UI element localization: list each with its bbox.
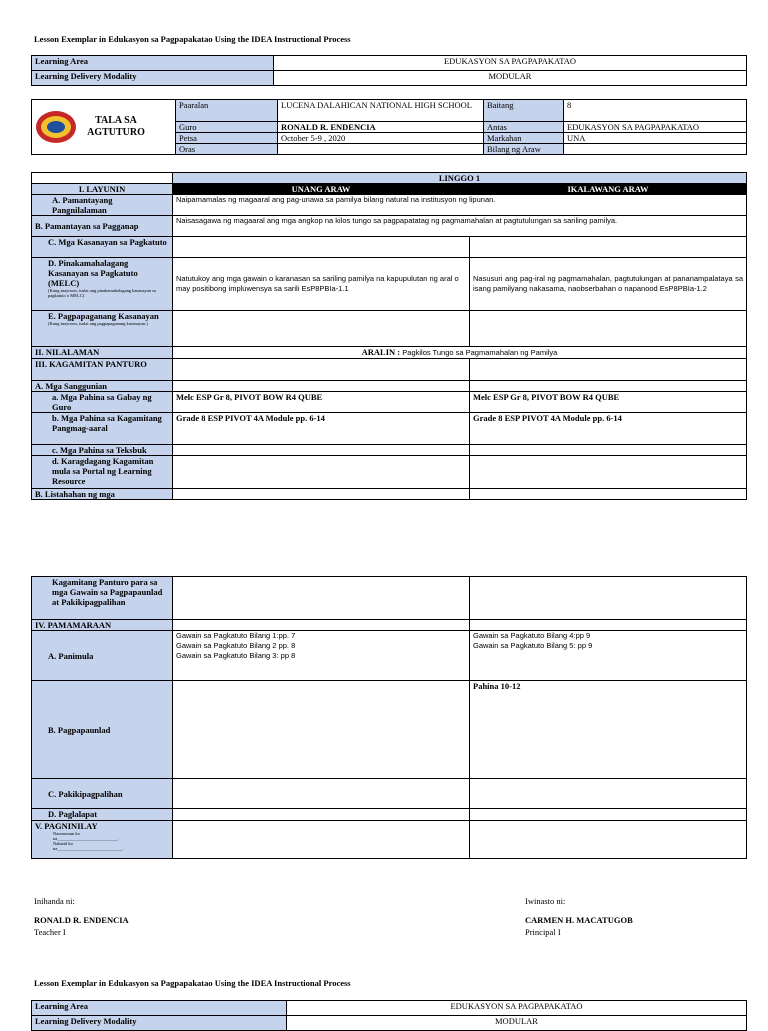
- pangmag-aaral-day1: Grade 8 ESP PIVOT 4A Module pp. 6-14: [173, 413, 470, 445]
- pamantayang-label: A. Pamantayang Pangnilalaman: [32, 195, 173, 216]
- lesson-table: [31, 172, 747, 500]
- baitang-value: 8: [564, 100, 747, 122]
- portal-label: d. Karagdagang Kagamitan mula sa Portal ng Learning Resource: [32, 456, 173, 489]
- melc-note: (Kung mayroon, isulat ang pinakamahalagang kasanayan sa pagkatuto o MELC): [48, 288, 156, 298]
- antas-label: Antas: [484, 122, 564, 133]
- aralin-cell: ARALIN : Pagkilos Tungo sa Pagmamahalan ng Pamilya: [173, 347, 747, 359]
- repeat-learning-area-label: Learning Area: [32, 1001, 287, 1016]
- repeat-learning-area-table: [31, 1000, 747, 1031]
- melc-label: D. Pinakamahalagang Kasanayan sa Pagkatuto (MELC) (Kung mayroon, isulat ang pinakamahalagang kasanayan sa pagkatuto o MELC): [32, 258, 173, 311]
- document-title: Lesson Exemplar in Edukasyon sa Pagpapakatao Using the IDEA Instructional Process: [34, 34, 351, 44]
- paglalapat-label: D. Paglalapat: [32, 809, 173, 821]
- gabay-guro-day1: Melc ESP Gr 8, PIVOT BOW R4 QUBE: [173, 392, 470, 413]
- logo-cell: [32, 100, 176, 155]
- pagganap-value: Naisasagawa ng magaaral ang mga angkop na kilos tungo sa pagpapatatag ng pagmamahalan at pagtutulungan sa sariling pamilya.: [173, 216, 747, 237]
- learning-area-label: Learning Area: [32, 56, 274, 71]
- pagpapaunlad-day2: Pahina 10-12: [470, 681, 747, 779]
- learning-area-value: EDUKASYON SA PAGPAPAKATAO: [274, 56, 747, 71]
- info-table: [31, 99, 747, 155]
- panimula-day1: Gawain sa Pagkatuto Bilang 1:pp. 7 Gawain sa Pagkatuto Bilang 2 pp. 8 Gawain sa Pagkatuto Bilang 3: pp 8: [173, 631, 470, 681]
- kasanayan-label: C. Mga Kasanayan sa Pagkatuto: [32, 237, 173, 258]
- kagamitan-label: III. KAGAMITAN PANTURO: [32, 359, 173, 381]
- repeat-learning-area-value: EDUKASYON SA PAGPAPAKATAO: [287, 1001, 747, 1016]
- layunin-header: I. LAYUNIN: [32, 184, 173, 195]
- markahan-label: Markahan: [484, 133, 564, 144]
- repeat-modality-value: MODULAR: [287, 1016, 747, 1031]
- pamantayang-value: Naipamamalas ng magaaral ang pag-unawa sa pamilya bilang natural na institusyon ng lipunan.: [173, 195, 747, 216]
- pagpapaganang-label: E. Pagpapaganang Kasanayan (Kung mayroon, isulat ang pagpapaganang kasanayan.): [32, 311, 173, 347]
- pangmag-aaral-label: b. Mga Pahina sa Kagamitang Pangmag-aaral: [32, 413, 173, 445]
- school-logo-icon: [35, 110, 77, 144]
- repeat-document-title: Lesson Exemplar in Edukasyon sa Pagpapakatao Using the IDEA Instructional Process: [34, 978, 351, 988]
- day1-header: UNANG ARAW: [173, 184, 470, 195]
- gabay-guro-label: a. Mga Pahina sa Gabay ng Guro: [32, 392, 173, 413]
- melc-day2: Nasusuri ang pag-iral ng pagmamahalan, pagtutulungan at pananampalataya sa isang pamilyang nakasama, naobserbahan o napanood EsP8PBIa-1.2: [470, 258, 747, 311]
- modality-label: Learning Delivery Modality: [32, 71, 274, 86]
- pagpapaganang-note: (Kung mayroon, isulat ang pagpapaganang kasanayan.): [48, 321, 148, 326]
- panimula-day2: Gawain sa Pagkatuto Bilang 4:pp 9 Gawain sa Pagkatuto Bilang 5: pp 9: [470, 631, 747, 681]
- petsa-value: October 5-9 , 2020: [278, 133, 484, 144]
- pagganap-label: B. Pamantayan sa Pagganap: [32, 216, 173, 237]
- prepared-title: Teacher I: [34, 927, 66, 937]
- pakikipagpalihan-label: C. Pakikipagpalihan: [32, 779, 173, 809]
- pagninilay-label: V. PAGNINILAY Naunawaan ko na___________________________. Nabatid ko na_____________________________.: [32, 821, 173, 859]
- antas-value: EDUKASYON SA PAGPAPAKATAO: [564, 122, 747, 133]
- linggo-header: LINGGO 1: [173, 173, 747, 184]
- listahan-label: B. Listahahan ng mga: [32, 489, 173, 500]
- panimula-label: A. Panimula: [32, 631, 173, 681]
- prepared-label: Inihanda ni:: [34, 896, 75, 906]
- markahan-value: UNA: [564, 133, 747, 144]
- prepared-name: RONALD R. ENDENCIA: [34, 915, 129, 925]
- modality-value: MODULAR: [274, 71, 747, 86]
- petsa-label: Petsa: [176, 133, 278, 144]
- nilalaman-label: II. NILALAMAN: [32, 347, 173, 359]
- teksbuk-label: c. Mga Pahina sa Teksbuk: [32, 445, 173, 456]
- checked-label: Iwinasto ni:: [525, 896, 566, 906]
- pangmag-aaral-day2: Grade 8 ESP PIVOT 4A Module pp. 6-14: [470, 413, 747, 445]
- kagamitan-cont-label: Kagamitang Panturo para sa mga Gawain sa Pagpapaunlad at Pakikipagpalihan: [32, 577, 173, 620]
- paaralan-label: Paaralan: [176, 100, 278, 122]
- pamamaraan-label: IV. PAMAMARAAN: [32, 620, 173, 631]
- procedure-table: [31, 576, 747, 859]
- pagpapaunlad-label: B. Pagpapaunlad: [32, 681, 173, 779]
- bilang-label: Bilang ng Araw: [484, 144, 564, 155]
- melc-day1: Natutukoy ang mga gawain o karanasan sa sariling pamilya na kapupulutan ng aral o may positibong impluwensya sa sarili EsP8PBIa-1.1: [173, 258, 470, 311]
- oras-label: Oras: [176, 144, 278, 155]
- repeat-modality-label: Learning Delivery Modality: [32, 1016, 287, 1031]
- baitang-label: Baitang: [484, 100, 564, 122]
- bilang-value: [564, 144, 747, 155]
- checked-title: Principal I: [525, 927, 561, 937]
- day2-header: IKALAWANG ARAW: [470, 184, 747, 195]
- guro-label: Guro: [176, 122, 278, 133]
- paaralan-value: LUCENA DALAHICAN NATIONAL HIGH SCHOOL: [278, 100, 484, 122]
- oras-value: [278, 144, 484, 155]
- gabay-guro-day2: Melc ESP Gr 8, PIVOT BOW R4 QUBE: [470, 392, 747, 413]
- learning-area-table: [31, 55, 747, 86]
- guro-value: RONALD R. ENDENCIA: [278, 122, 484, 133]
- sanggunian-label: A. Mga Sanggunian: [32, 381, 173, 392]
- logo-text: TALA SA AGTUTURO: [87, 115, 145, 138]
- checked-name: CARMEN H. MACATUGOB: [525, 915, 633, 925]
